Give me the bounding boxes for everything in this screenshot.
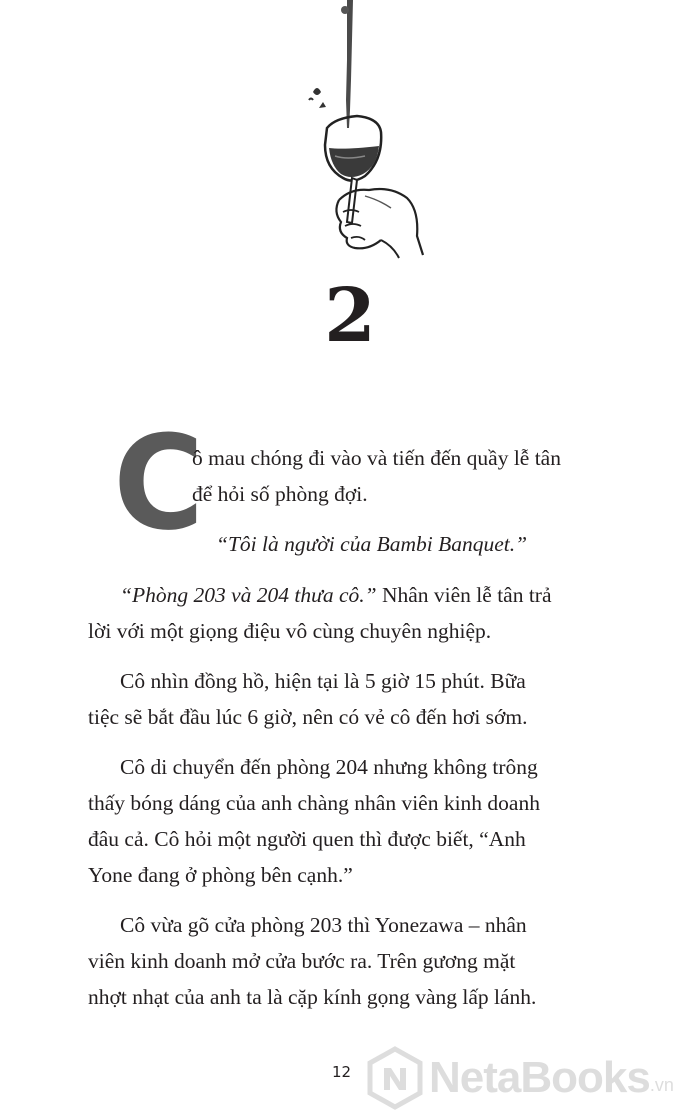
paragraph-6-line-3: nhợt nhạt của anh ta là cặp kính gọng vàng lấp lánh.: [88, 985, 537, 1009]
wine-glass-illustration: [295, 0, 435, 270]
paragraph-5-line-3: đâu cả. Cô hỏi một người quen thì được biết, “Anh: [88, 827, 526, 851]
drop-cap-letter: C: [113, 407, 205, 559]
paragraph-3-line-2: lời với một giọng điệu vô cùng chuyên nghiệp.: [88, 619, 492, 643]
paragraph-6-line-2: viên kinh doanh mở cửa bước ra. Trên gương mặt: [88, 949, 516, 973]
dialogue-quote: “Phòng 203 và 204 thưa cô.”: [120, 583, 377, 607]
paragraph-4-line-2: tiệc sẽ bắt đầu lúc 6 giờ, nên có vẻ cô đến hơi sớm.: [88, 705, 528, 729]
paragraph-5-line-1: Cô di chuyển đến phòng 204 nhưng không trông: [120, 755, 538, 779]
netabooks-watermark: [363, 1043, 693, 1113]
page-number: 12: [332, 1063, 352, 1081]
paragraph-1-line-1: ô mau chóng đi vào và tiến đến quầy lễ tân: [192, 446, 561, 470]
n-hexagon-icon: [363, 1046, 427, 1110]
paragraph-1-line-2: để hỏi số phòng đợi.: [192, 482, 368, 506]
paragraph-5-line-4: Yone đang ở phòng bên cạnh.”: [88, 863, 353, 887]
paragraph-5-line-2: thấy bóng dáng của anh chàng nhân viên kinh doanh: [88, 791, 540, 815]
paragraph-3-line-1: [120, 577, 552, 613]
chapter-number: 2: [324, 273, 376, 359]
paragraph-4-line-1: Cô nhìn đồng hồ, hiện tại là 5 giờ 15 phút. Bữa: [120, 669, 526, 693]
watermark-brand: NetaBooks: [429, 1053, 650, 1102]
paragraph-2-line-1: “Tôi là người của Bambi Banquet.”: [216, 532, 528, 556]
paragraph-3-line-1-rest: Nhân viên lễ tân trả: [376, 583, 552, 607]
watermark-suffix: .vn: [649, 1074, 674, 1095]
paragraph-6-line-1: Cô vừa gõ cửa phòng 203 thì Yonezawa – nhân: [120, 913, 527, 937]
